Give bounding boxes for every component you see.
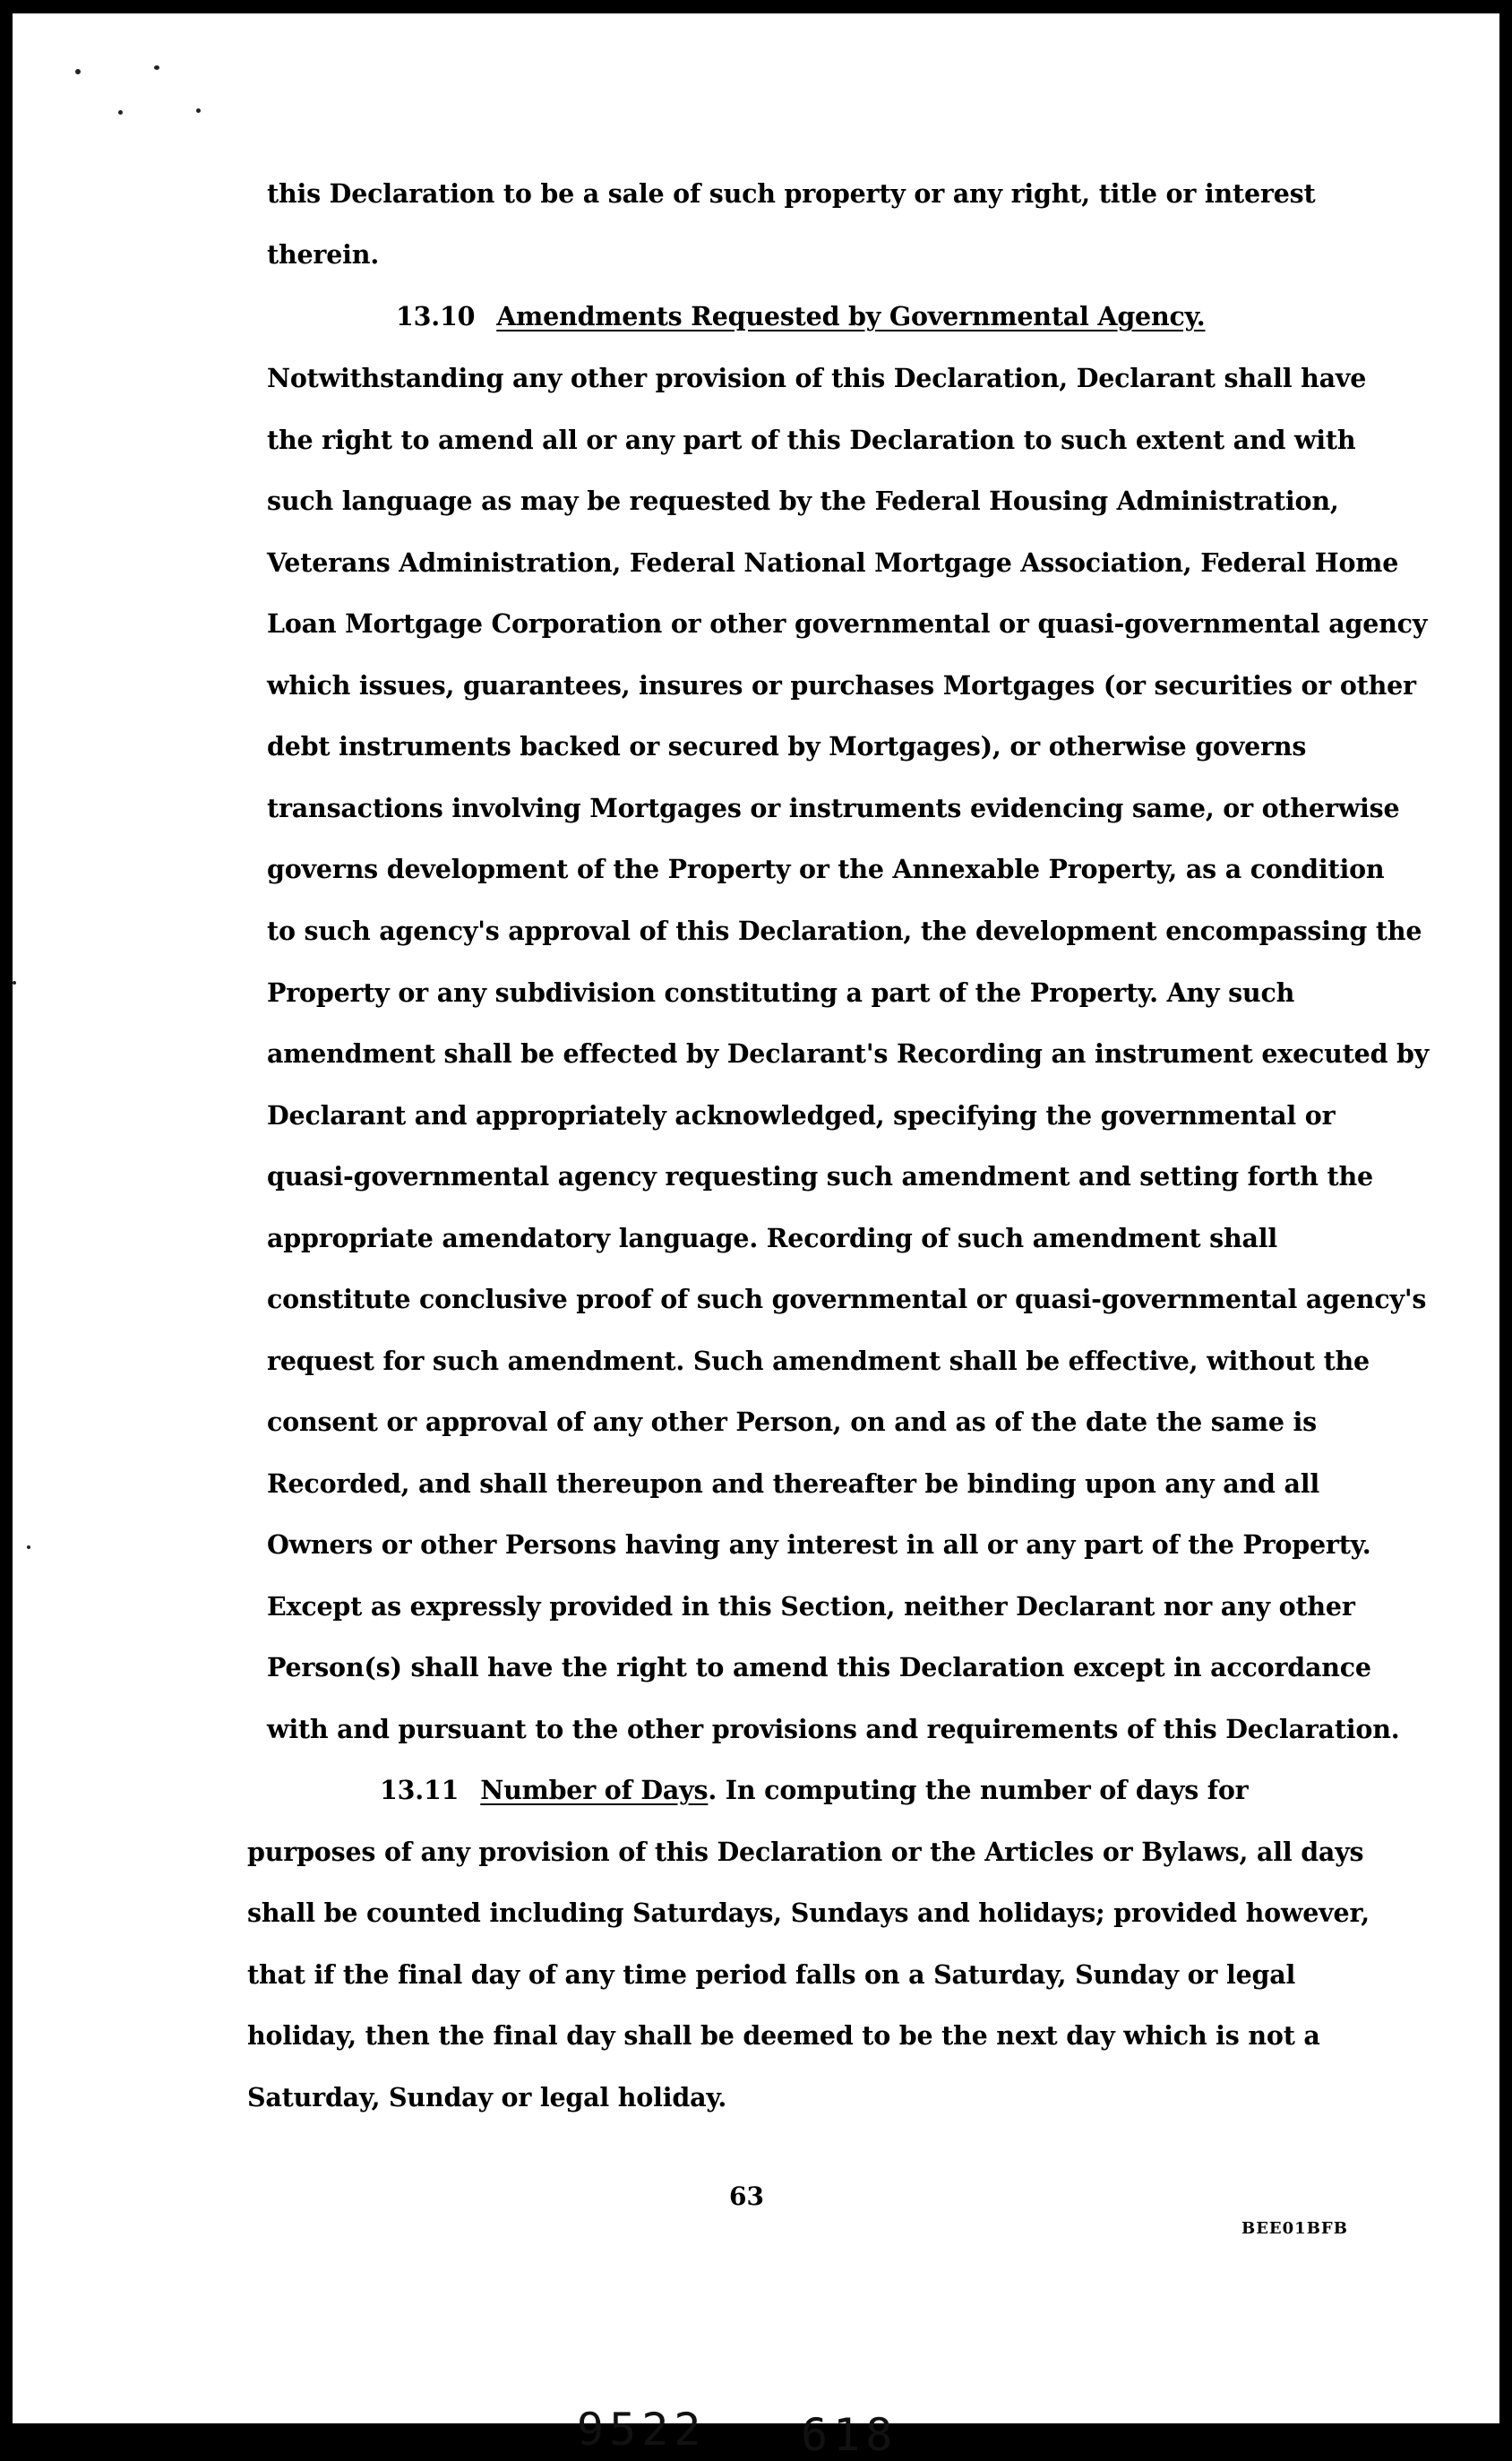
section-13-10-line: transactions involving Mortgages or instruments evidencing same, or otherwise	[267, 793, 1400, 823]
scan-speck	[27, 1545, 30, 1549]
section-13-10-number: 13.10	[396, 301, 476, 331]
section-13-10-line: amendment shall be effected by Declarant's Recording an instrument executed by	[267, 1038, 1430, 1069]
section-13-11-first-line: . In computing the number of days for	[708, 1775, 1249, 1805]
recording-book-number: 9522	[577, 2404, 707, 2456]
section-13-11-title: Number of Days	[480, 1775, 709, 1805]
scan-speck	[196, 108, 201, 113]
section-13-10-line: debt instruments backed or secured by Mortgages), or otherwise governs	[267, 731, 1307, 762]
scan-speck	[75, 69, 81, 74]
section-13-11-line: Saturday, Sunday or legal holiday.	[247, 2082, 727, 2113]
section-13-11-line: shall be counted including Saturdays, Sundays and holidays; provided however,	[247, 1897, 1370, 1928]
section-13-10-line: which issues, guarantees, insures or purchases Mortgages (or securities or other	[267, 670, 1416, 701]
section-13-10-line: quasi-governmental agency requesting such amendment and setting forth the	[267, 1161, 1373, 1192]
section-13-10-heading	[396, 300, 1205, 332]
section-13-10-line: Declarant and appropriately acknowledged, specifying the governmental or	[267, 1100, 1336, 1131]
section-13-10-line: consent or approval of any other Person, on and as of the date the same is	[267, 1407, 1317, 1437]
page-number: 63	[729, 2181, 764, 2211]
section-13-10-line: the right to amend all or any part of this Declaration to such extent and with	[267, 425, 1356, 455]
scan-speck	[13, 981, 16, 985]
section-13-11-line: holiday, then the final day shall be deemed to be the next day which is not a	[247, 2020, 1320, 2051]
document-sheet	[13, 13, 1499, 2461]
intro-line: this Declaration to be a sale of such property or any right, title or interest	[267, 178, 1316, 209]
section-13-11-line: purposes of any provision of this Declaration or the Articles or Bylaws, all days	[247, 1837, 1364, 1867]
section-13-11-line: that if the final day of any time period falls on a Saturday, Sunday or legal	[247, 1959, 1296, 1990]
section-13-10-line: Loan Mortgage Corporation or other governmental or quasi-governmental agency	[267, 608, 1428, 639]
intro-line: therein.	[267, 239, 380, 270]
scan-speck	[118, 110, 123, 115]
section-13-10-line: to such agency's approval of this Declaration, the development encompassing the	[267, 916, 1422, 946]
section-13-10-line: such language as may be requested by the Federal Housing Administration,	[267, 486, 1339, 516]
section-13-10-line: with and pursuant to the other provisions and requirements of this Declaration.	[267, 1714, 1400, 1744]
document-code: BEE01BFB	[1241, 2219, 1348, 2238]
section-13-10-line: Veterans Administration, Federal National Mortgage Association, Federal Home	[267, 547, 1399, 578]
section-13-10-line: Owners or other Persons having any interest in all or any part of the Property.	[267, 1529, 1371, 1560]
section-13-10-line: Property or any subdivision constituting a part of the Property. Any such	[267, 977, 1295, 1008]
recording-page-number: 618	[801, 2409, 898, 2461]
scan-speck	[154, 65, 159, 70]
section-13-10-title: Amendments Requested by Governmental Agency.	[496, 301, 1206, 331]
section-13-10-line: Except as expressly provided in this Section, neither Declarant nor any other	[267, 1591, 1355, 1622]
section-13-10-line: request for such amendment. Such amendment shall be effective, without the	[267, 1346, 1370, 1376]
section-13-10-line: constitute conclusive proof of such governmental or quasi-governmental agency's	[267, 1284, 1427, 1314]
section-13-10-line: Notwithstanding any other provision of this Declaration, Declarant shall have	[267, 363, 1367, 393]
section-13-10-line: Recorded, and shall thereupon and thereafter be binding upon any and all	[267, 1468, 1320, 1499]
section-13-10-line: appropriate amendatory language. Recording of such amendment shall	[267, 1223, 1278, 1253]
section-13-11-number: 13.11	[380, 1775, 460, 1805]
section-13-11-heading	[380, 1774, 1248, 1806]
section-13-10-line: Person(s) shall have the right to amend this Declaration except in accordance	[267, 1652, 1371, 1682]
section-13-10-line: governs development of the Property or the Annexable Property, as a condition	[267, 854, 1385, 884]
